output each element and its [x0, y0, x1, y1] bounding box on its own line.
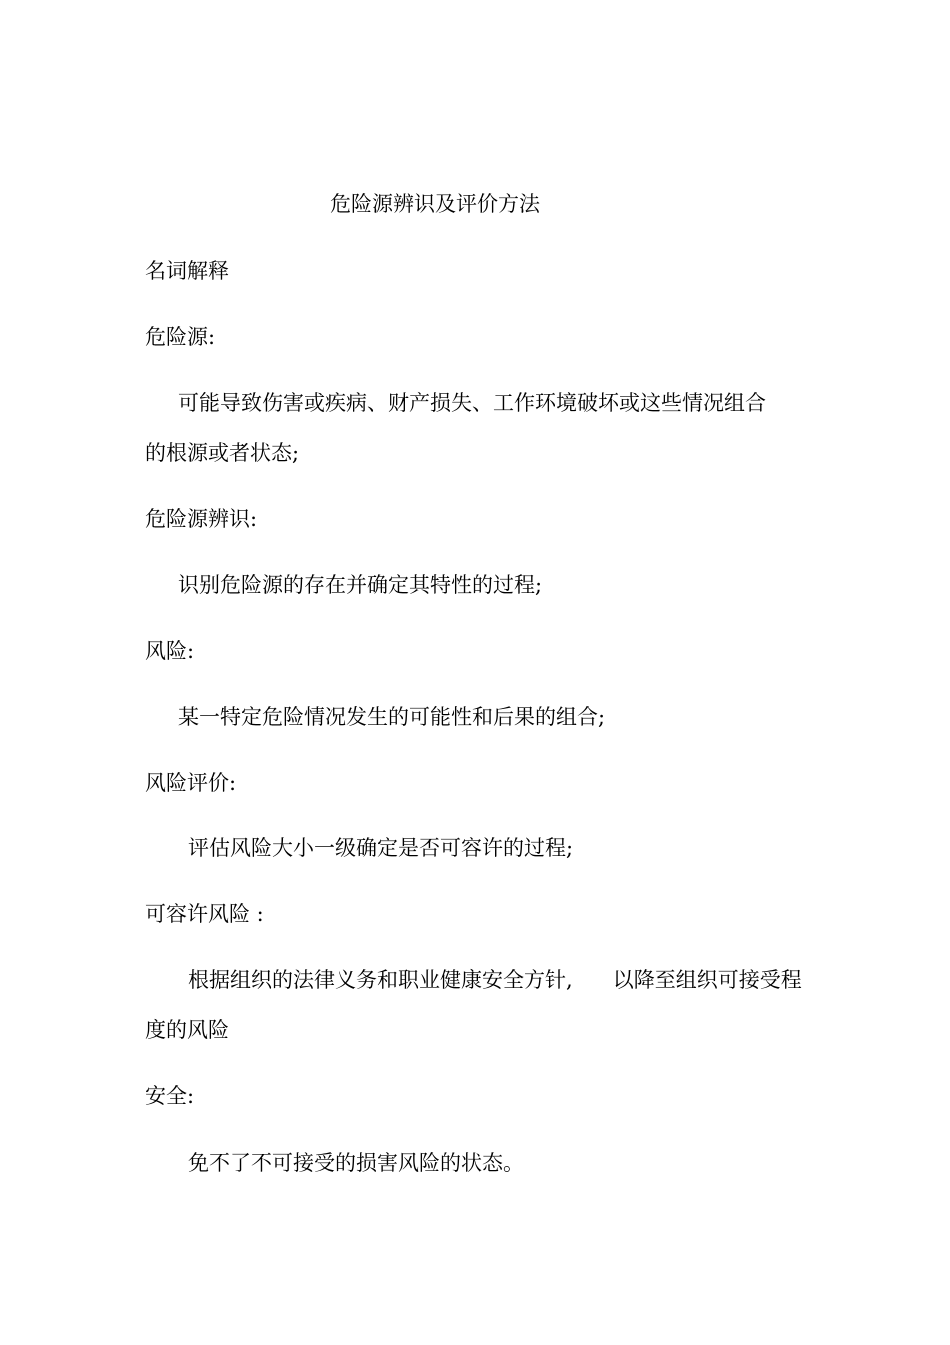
term-definition: 度的风险 [145, 1018, 229, 1042]
term-label: 危险源: [145, 325, 216, 349]
term-definition: 的根源或者状态; [145, 441, 300, 465]
term-label: 风险: [145, 639, 195, 663]
term-definition: 根据组织的法律义务和职业健康安全方针, 以降至组织可接受程 [188, 968, 802, 992]
section-heading: 名词解释 [145, 259, 229, 283]
term-label: 安全: [145, 1084, 195, 1108]
document-title: 危险源辨识及评价方法 [330, 192, 540, 216]
term-label: 危险源辨识: [145, 507, 258, 531]
term-definition: 评估风险大小一级确定是否可容许的过程; [188, 836, 574, 860]
term-definition: 免不了不可接受的损害风险的状态。 [188, 1151, 524, 1175]
term-definition: 某一特定危险情况发生的可能性和后果的组合; [178, 705, 606, 729]
term-label: 风险评价: [145, 771, 237, 795]
term-label: 可容许风险 : [145, 902, 264, 926]
term-definition: 可能导致伤害或疾病、财产损失、工作环境破坏或这些情况组合 [178, 391, 766, 415]
term-definition: 识别危险源的存在并确定其特性的过程; [178, 573, 543, 597]
